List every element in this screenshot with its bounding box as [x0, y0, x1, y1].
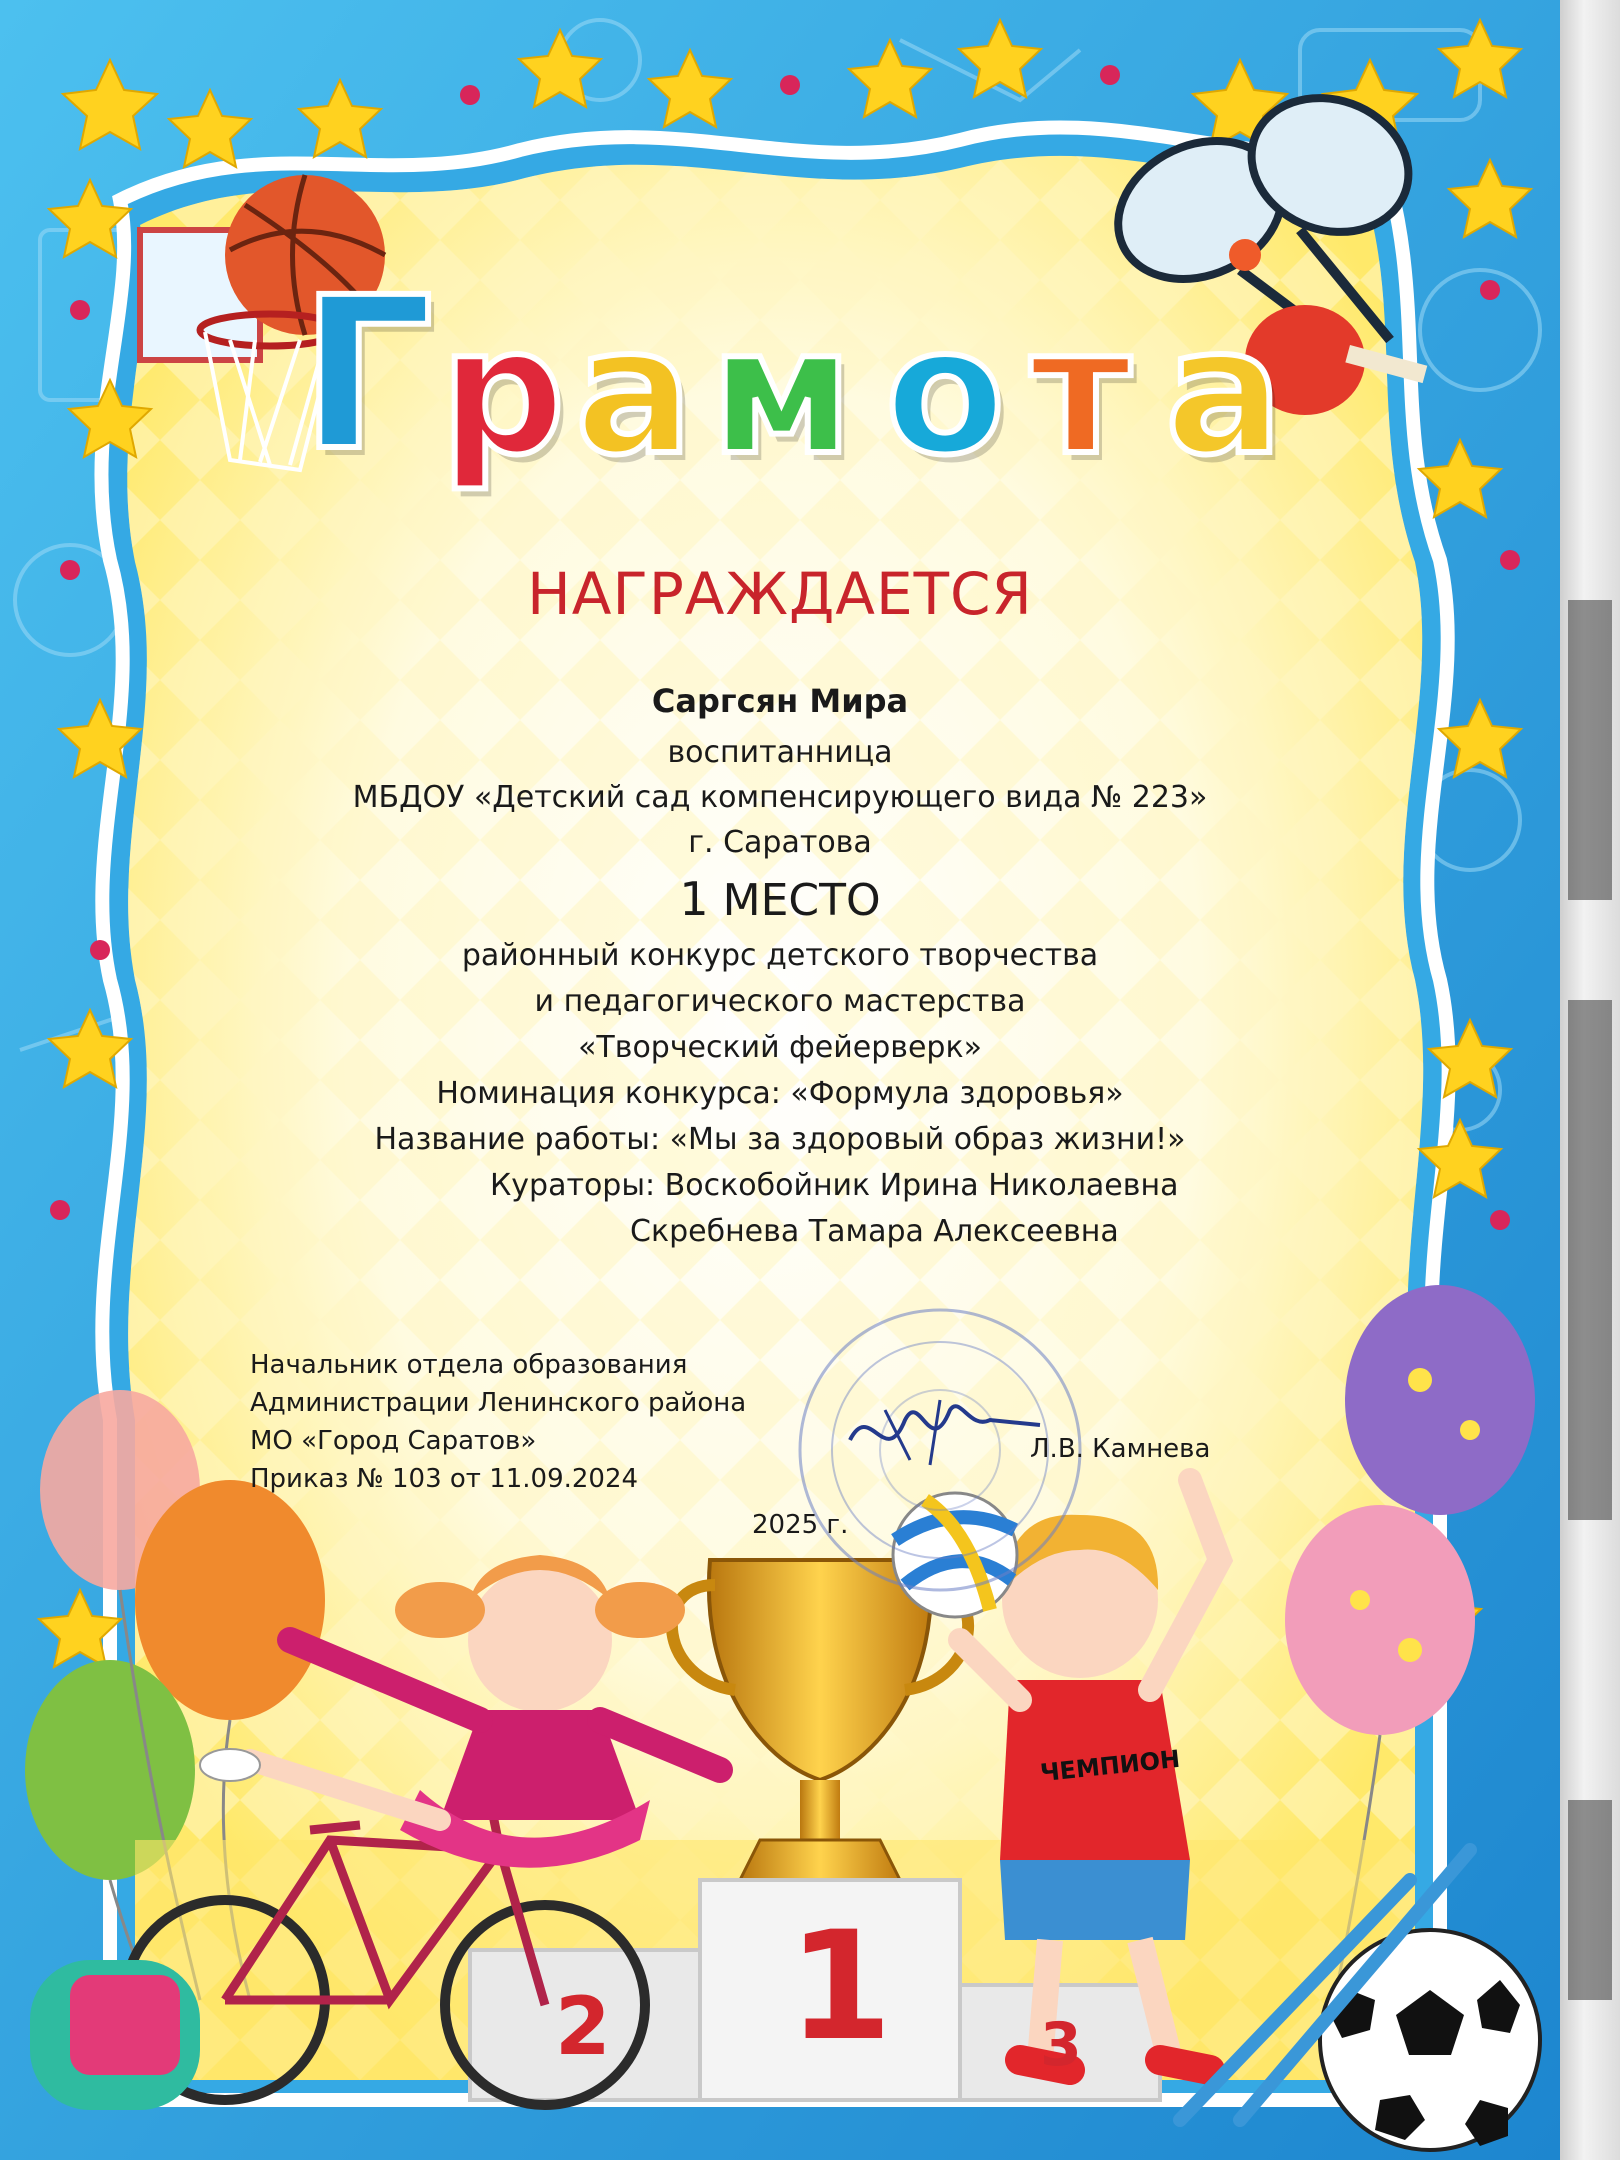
awarded-heading: НАГРАЖДАЕТСЯ	[527, 560, 1033, 628]
contest-name: «Творческий фейерверк»	[578, 1030, 982, 1065]
title-letter: Г	[300, 252, 434, 497]
recipient-name: Саргсян Мира	[651, 682, 909, 720]
podium-number-1: 1	[788, 1900, 893, 2074]
shirt-text: ЧЕМПИОН	[1038, 1744, 1182, 1788]
signatory-block	[250, 1346, 746, 1498]
signatory-line-3: МО «Город Саратов»	[250, 1426, 537, 1456]
curators-line-2: Скребнева Тамара Алексеевна	[630, 1214, 1119, 1249]
title-letter: м	[710, 291, 854, 494]
curators-line-1: Кураторы: Воскобойник Ирина Николаевна	[490, 1168, 1179, 1203]
skittle-icon	[30, 1960, 200, 2110]
city: г. Саратова	[688, 825, 872, 860]
certificate-title	[300, 230, 1330, 497]
signer-name: Л.В. Камнева	[1030, 1434, 1211, 1464]
place-line	[0, 872, 1560, 926]
issue-year: 2025 г.	[752, 1510, 849, 1540]
signatory-line-1: Начальник отдела образования	[250, 1350, 688, 1380]
place-word: МЕСТО	[722, 875, 881, 926]
soccer-ball-icon	[1320, 1930, 1540, 2150]
background-paper	[1560, 0, 1620, 2160]
institution-name: МБДОУ «Детский сад компенсирующего вида № 223»	[352, 780, 1208, 815]
signatory-line-2: Администрации Ленинского района	[250, 1388, 747, 1418]
title-letter: т	[1030, 291, 1132, 494]
contest-line-2: и педагогического мастерства	[534, 984, 1026, 1019]
contest-line-1: районный конкурс детского творчества	[461, 938, 1099, 973]
order-reference: Приказ № 103 от 11.09.2024	[250, 1464, 639, 1494]
podium-number-2: 2	[555, 1980, 611, 2073]
nomination: Номинация конкурса: «Формула здоровья»	[436, 1076, 1124, 1111]
title-letter: о	[885, 291, 1006, 494]
title-letter: а	[1165, 291, 1284, 494]
place-number: 1	[679, 872, 709, 926]
podium-number-3: 3	[1040, 2010, 1082, 2080]
title-letter: а	[575, 291, 694, 494]
recipient-role: воспитанница	[667, 735, 893, 770]
title-letter: р	[440, 291, 566, 494]
work-title: Название работы: «Мы за здоровый образ жизни!»	[374, 1122, 1186, 1157]
